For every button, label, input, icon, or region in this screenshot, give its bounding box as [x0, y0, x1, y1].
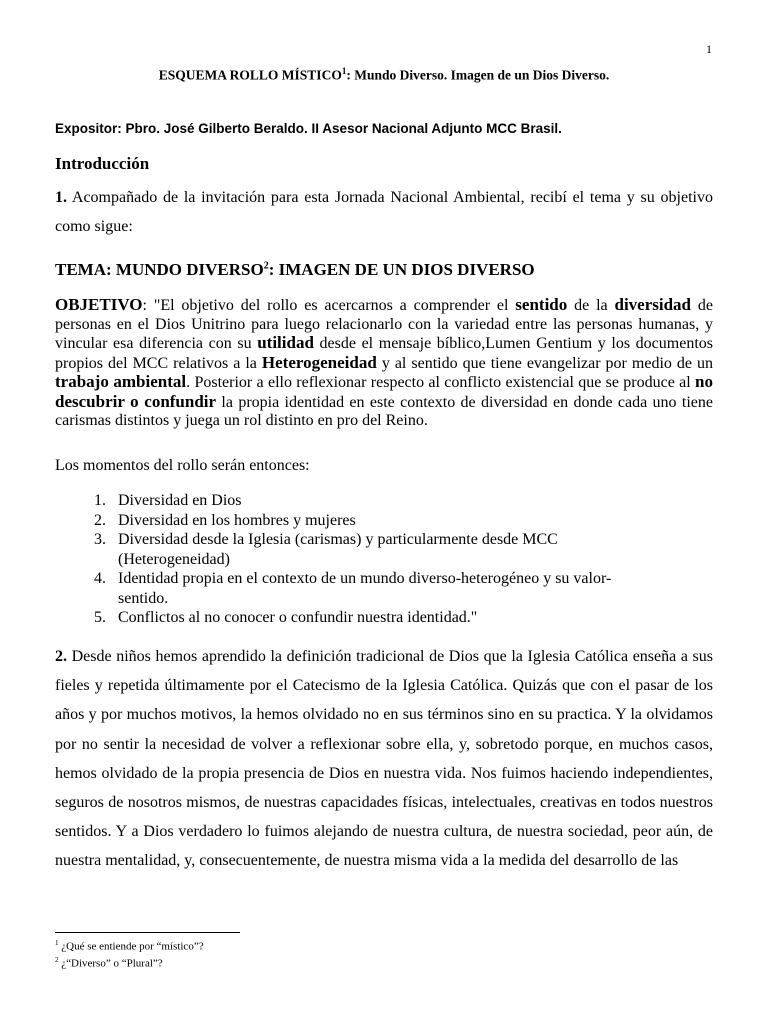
footnote-divider: [55, 932, 240, 933]
moments-list: [94, 491, 654, 628]
title-footnote-marker: 1: [341, 66, 347, 76]
list-item: [94, 491, 654, 511]
list-item-number: 1.: [94, 492, 106, 509]
objetivo-bold-utilidad: utilidad: [257, 333, 314, 352]
list-item: [94, 530, 654, 569]
list-item-number: 3.: [94, 531, 106, 548]
objetivo-text-7: la propia identidad en este contexto de diversidad en donde cada uno tiene carismas distintos y juega un rol distinto en pro del Reino.: [55, 393, 713, 429]
momentos-intro: Los momentos del rollo serán entonces:: [55, 457, 310, 474]
tema-prefix: TEMA: MUNDO DIVERSO: [55, 260, 264, 279]
footnotes: [55, 937, 204, 970]
objetivo-text-2: de la: [567, 297, 615, 314]
objetivo-label: OBJETIVO: [55, 295, 143, 314]
footnote-1: [55, 937, 204, 954]
list-item-text: Conflictos al no conocer o confundir nuestra identidad.": [118, 609, 478, 626]
footnote-2: [55, 954, 204, 971]
list-item-number: 4.: [94, 570, 106, 587]
list-item: [94, 511, 654, 531]
paragraph-2-number: 2.: [55, 648, 67, 665]
footnote-marker: 1: [55, 939, 59, 947]
list-item-text: Identidad propia en el contexto de un mundo diverso-heterogéneo y su valor-sentido.: [118, 570, 612, 607]
list-item-text: Diversidad desde la Iglesia (carismas) y particularmente desde MCC (Heterogeneidad): [118, 531, 558, 568]
list-item-text: Diversidad en Dios: [118, 492, 242, 509]
tema-footnote-marker: 2: [263, 260, 269, 272]
list-item-text: Diversidad en los hombres y mujeres: [118, 511, 356, 529]
paragraph-2-text: Desde niños hemos aprendido la definición tradicional de Dios que la Iglesia Católica enseña a sus fieles y repetida últimamente por el Catecismo de la Iglesia Católica. Quizás que con el pasar de los años y por muchos motivos, la hemos olvidado no en sus términos sino en su practica. Y la olvidamos por no sentir la necesidad de volver a reflexionar sobre ella, y, sobretodo porque, en muchos casos, hemos olvidado de la propia presencia de Dios en nuestra vida. Nos fuimos haciendo independientes, seguros de nosotros mismos, de nuestras capacidades físicas, intelectuales, creativas en todos nuestros sentidos. Y a Dios verdadero lo fuimos alejando de nuestra cultura, de nuestra sociedad, peor aún, de nuestra mentalidad, y, consecuentemente, de nuestra misma vida a la medida del desarrollo de las: [55, 648, 713, 870]
list-item: [94, 569, 654, 608]
objetivo-text-6: . Posterior a ello reflexionar respecto al conflicto existencial que se produce al: [186, 374, 696, 391]
paragraph-1: [55, 183, 713, 241]
objetivo-text-3: de personas en el Dios Unitrino para luego relacionarlo con la variedad entre las personas humanas, y vincular esa diferencia con su: [55, 297, 713, 352]
list-item-number: 5.: [94, 609, 106, 626]
list-item-number: 2.: [94, 511, 106, 529]
footnote-marker: 2: [55, 955, 59, 964]
page-number: 1: [706, 42, 712, 56]
footnote-text: ¿“Diverso” o “Plural”?: [58, 957, 163, 970]
paragraph-2: [55, 642, 713, 876]
title-prefix: ESQUEMA ROLLO MÍSTICO: [158, 67, 342, 83]
objetivo-bold-sentido: sentido: [515, 295, 568, 314]
paragraph-1-number: 1.: [55, 189, 67, 206]
intro-heading: Introducción: [55, 154, 150, 173]
paragraph-1-text: Acompañado de la invitación para esta Jornada Nacional Ambiental, recibí el tema y su objetivo como sigue:: [55, 189, 713, 235]
tema-heading: [55, 260, 535, 280]
objetivo-text-4: desde el mensaje bíblico,Lumen Gentium y los documentos propios del MCC relativos a la: [55, 335, 713, 372]
footnote-text: ¿Qué se entiende por “místico”?: [58, 940, 204, 953]
objetivo-bold-diversidad: diversidad: [614, 295, 692, 314]
list-item: [94, 608, 654, 628]
document-title: [0, 66, 768, 84]
title-suffix: : Mundo Diverso. Imagen de un Dios Diverso.: [346, 67, 610, 83]
objetivo-text-5: y al sentido que tiene evangelizar por medio de un: [376, 354, 713, 372]
speaker-line: Expositor: Pbro. José Gilberto Beraldo. II Asesor Nacional Adjunto MCC Brasil.: [55, 121, 562, 136]
objetivo-bold-heterogeneidad: Heterogeneidad: [261, 352, 377, 372]
tema-suffix: : IMAGEN DE UN DIOS DIVERSO: [268, 260, 535, 279]
objetivo-bold-trabajo-ambiental: trabajo ambiental: [55, 372, 187, 391]
objetivo-text-1: : "El objetivo del rollo es acercarnos a comprender el: [142, 297, 516, 314]
objetivo-paragraph: [55, 296, 713, 431]
objetivo-bold-no-descubrir: no descubrir o confundir: [55, 372, 714, 411]
